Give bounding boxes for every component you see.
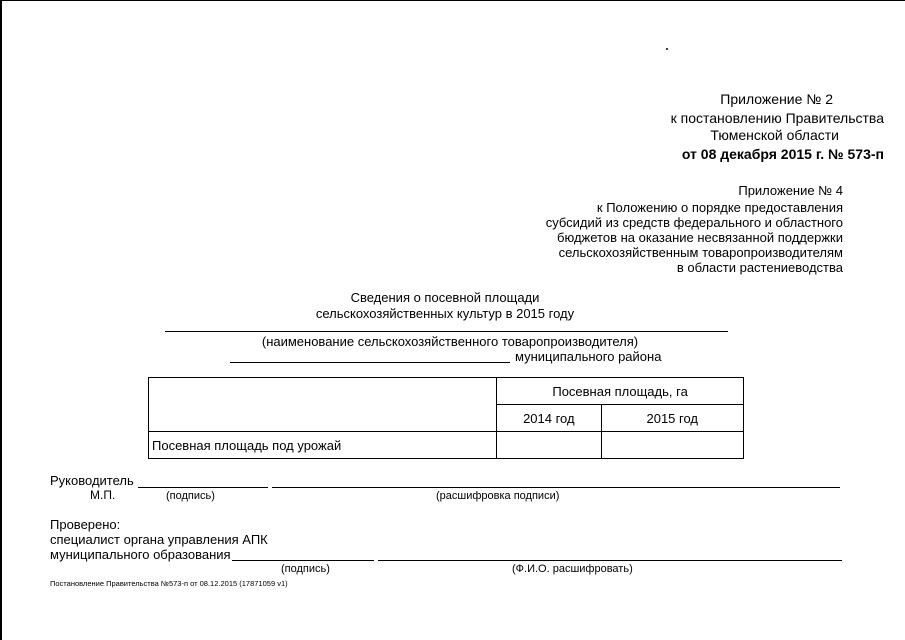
appendix4-line6: в области растениеводства bbox=[676, 260, 843, 275]
document-subtitle: сельскохозяйственных культур в 2015 году bbox=[315, 306, 575, 321]
appendix4-line3: субсидий из средств федерального и областного bbox=[545, 215, 843, 230]
header-2015: 2015 год bbox=[601, 405, 744, 432]
row-label-harvest-area: Посевная площадь под урожай bbox=[149, 432, 497, 459]
appendix4-line2: к Положению о порядке предоставления bbox=[596, 200, 843, 215]
appendix2-date: от 08 декабря 2015 г. № 573-п bbox=[681, 146, 884, 162]
appendix2-decree: к постановлению Правительства bbox=[670, 110, 884, 126]
specialist-line1: специалист органа управления АПК bbox=[50, 532, 268, 547]
specialist-line2: муниципального образования bbox=[50, 547, 231, 562]
footer-reference: Постановление Правительства №573-п от 08.12.2015 (17871059 v1) bbox=[50, 579, 288, 588]
producer-name-field[interactable] bbox=[165, 331, 728, 332]
cell-2015-value[interactable] bbox=[601, 432, 744, 459]
decoding-caption: (расшифровка подписи) bbox=[436, 490, 560, 502]
top-divider bbox=[0, 0, 905, 1]
fio-caption: (Ф.И.О. расшифровать) bbox=[512, 563, 633, 575]
appendix4-line4: бюджетов на оказание несвязанной поддержки bbox=[557, 230, 843, 245]
checked-label: Проверено: bbox=[50, 517, 121, 532]
appendix2-number: Приложение № 2 bbox=[720, 91, 833, 107]
district-name-field[interactable] bbox=[230, 362, 510, 363]
appendix2-region: Тюменской области bbox=[710, 127, 839, 143]
scan-speck bbox=[666, 48, 668, 50]
header-2014: 2014 год bbox=[497, 405, 601, 432]
specialist-signature-field[interactable] bbox=[232, 560, 374, 561]
head-decoding-field[interactable] bbox=[272, 487, 840, 488]
producer-name-caption: (наименование сельскохозяйственного товаропроизводителя) bbox=[261, 334, 639, 349]
head-label: Руководитель bbox=[50, 473, 134, 488]
head-signature-field[interactable] bbox=[138, 487, 268, 488]
header-sown-area: Посевная площадь, га bbox=[497, 378, 744, 405]
document-title: Сведения о посевной площади bbox=[350, 290, 540, 305]
page-edge bbox=[0, 0, 2, 640]
appendix4-line5: сельскохозяйственным товаропроизводителям bbox=[558, 245, 843, 260]
signature-caption: (подпись) bbox=[166, 490, 215, 502]
table-header-blank bbox=[149, 378, 497, 432]
signature-caption-2: (подпись) bbox=[281, 563, 330, 575]
sown-area-table bbox=[148, 377, 744, 459]
specialist-fio-field[interactable] bbox=[378, 560, 842, 561]
stamp-label: М.П. bbox=[90, 488, 116, 502]
cell-2014-value[interactable] bbox=[497, 432, 601, 459]
appendix4-number: Приложение № 4 bbox=[738, 183, 843, 198]
district-caption: муниципального района bbox=[515, 349, 662, 364]
